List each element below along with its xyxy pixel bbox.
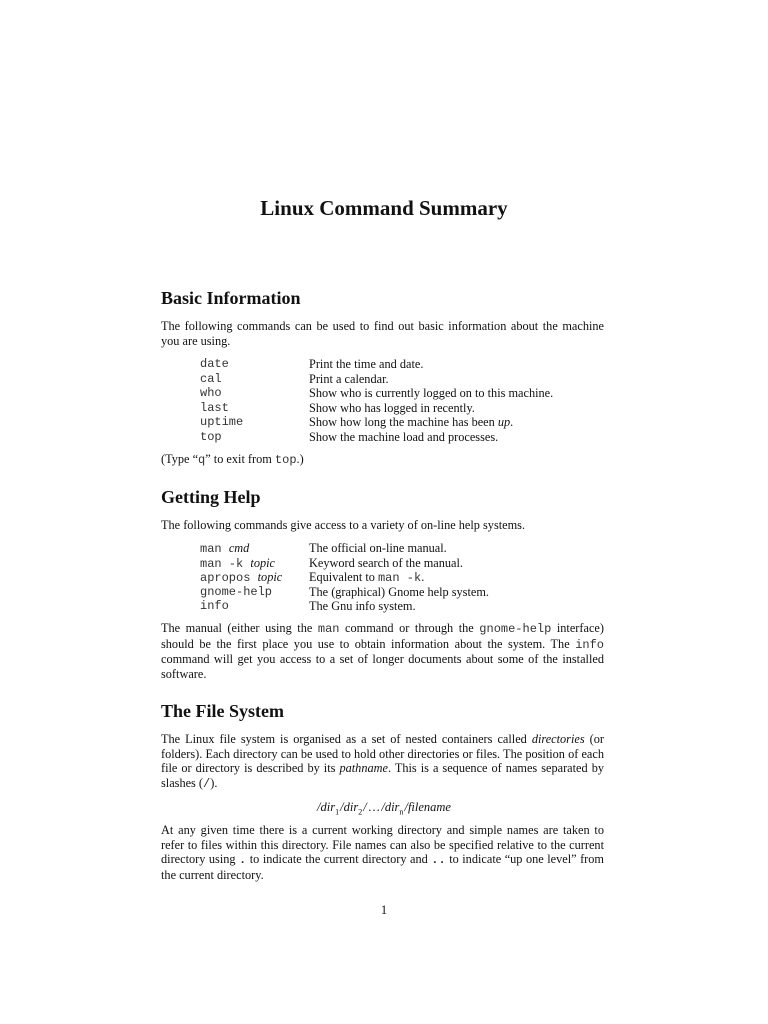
paragraph-text: command will get you access to a set of longer documents about some of the installed software. [161, 652, 604, 681]
command-description: Keyword search of the manual. [309, 555, 463, 570]
command-description: The (graphical) Gnome help system. [309, 584, 489, 599]
command-keyword: apropos [200, 571, 251, 585]
file-system-paragraph [161, 732, 604, 791]
description-emphasis: up [497, 415, 511, 429]
command-argument: topic [257, 570, 283, 584]
command-row [200, 541, 604, 556]
description-code: man -k [377, 571, 422, 585]
section-heading-basic-information: Basic Information [161, 288, 301, 308]
command-row [200, 430, 604, 445]
note-text: .) [296, 452, 304, 466]
paragraph-text: command or through the [339, 621, 480, 635]
command-row [200, 415, 604, 430]
help-commands-table [200, 541, 604, 614]
path-slash: / [340, 800, 344, 814]
description-text: . [421, 570, 425, 584]
command-name: cal [200, 371, 222, 386]
command-row [200, 570, 604, 585]
path-slash: / [317, 800, 321, 814]
command-description: The Gnu info system. [309, 599, 416, 613]
manual-paragraph [161, 621, 604, 681]
paragraph-text: (or folders). Each directory can be used to hold other directories or files. The position of each file or directory is described by its [161, 732, 604, 776]
inline-code: info [575, 637, 604, 652]
note-text: (Type “ [161, 452, 199, 466]
exit-top-note [161, 452, 604, 468]
paragraph-text: . This is a sequence of names separated by slashes ( [161, 761, 604, 790]
command-description: Show the machine load and processes. [309, 429, 499, 444]
inline-code: gnome-help [479, 622, 552, 636]
path-ellipsis: … [367, 800, 381, 814]
description-text: Show how long the machine has been [309, 415, 498, 429]
path-subscript: 2 [358, 807, 363, 817]
inline-code: man [317, 622, 340, 636]
paragraph-text: to indicate “up one level” from the current directory. [161, 852, 604, 882]
path-filename: filename [407, 800, 451, 814]
command-name [200, 541, 309, 556]
command-row [200, 599, 604, 614]
command-name: who [200, 386, 222, 400]
command-description: The official on-line manual. [309, 541, 447, 555]
command-name [200, 556, 309, 571]
pathname-example [0, 799, 768, 815]
section-heading-getting-help: Getting Help [161, 487, 261, 507]
paragraph-text: At any given time there is a current working directory and simple names are taken to refer to files within this directory. File names can also be specified relative to the current directory using [161, 823, 604, 867]
note-key: q [198, 453, 206, 467]
path-slash: / [404, 800, 408, 814]
paragraph-text: The Linux file system is organised as a set of nested containers called [161, 732, 532, 746]
command-name: info [200, 599, 229, 613]
paragraph-text: to indicate the current directory and [246, 852, 432, 867]
path-subscript: 1 [335, 807, 340, 817]
command-name: last [200, 400, 229, 415]
section-heading-file-system: The File System [161, 701, 284, 721]
command-description: Print the time and date. [309, 357, 424, 371]
paragraph-emphasis: directories [531, 732, 585, 746]
inline-code: . [239, 853, 247, 868]
command-row [200, 556, 604, 571]
command-name: gnome-help [200, 584, 273, 599]
command-name: uptime [200, 415, 244, 429]
command-argument: cmd [228, 541, 250, 555]
command-description [309, 570, 604, 585]
command-keyword: man -k [200, 556, 244, 571]
description-text: . [510, 415, 514, 429]
paragraph-text: interface) should be the first place you use to obtain information about the system. The [161, 621, 604, 651]
command-description: Show who has logged in recently. [309, 400, 475, 415]
path-dir: dir [343, 800, 359, 814]
document-title: Linux Command Summary [260, 196, 508, 220]
basic-information-intro: The following commands can be used to find out basic information about the machine you are using. [161, 319, 604, 348]
command-row [200, 585, 604, 600]
working-directory-paragraph [161, 823, 604, 882]
path-subscript: n [399, 807, 404, 817]
path-slash: / [363, 800, 367, 814]
command-row [200, 357, 604, 372]
command-description: Show who is currently logged on to this machine. [309, 386, 554, 400]
command-row [200, 401, 604, 416]
page-number: 1 [380, 903, 388, 917]
command-name: top [200, 429, 222, 444]
paragraph-emphasis: pathname [339, 761, 388, 776]
command-name [200, 570, 309, 585]
paragraph-text: The manual (either using the [161, 621, 318, 635]
command-row [200, 386, 604, 401]
path-dir: dir [320, 800, 336, 814]
paragraph-text: ). [210, 775, 218, 790]
command-description [309, 415, 604, 430]
inline-code: .. [431, 853, 446, 868]
description-text: Equivalent to [309, 570, 378, 584]
inline-code: / [203, 776, 211, 791]
path-slash: / [381, 800, 385, 814]
command-name: date [200, 357, 229, 371]
note-text: ” to exit from [205, 452, 275, 466]
command-description: Print a calendar. [309, 371, 389, 386]
command-row [200, 372, 604, 387]
command-argument: topic [250, 555, 276, 570]
getting-help-intro: The following commands give access to a variety of on-line help systems. [161, 518, 526, 532]
basic-commands-table [200, 357, 604, 444]
note-command: top [274, 453, 297, 467]
command-keyword: man [200, 542, 222, 556]
path-dir: dir [384, 800, 400, 814]
